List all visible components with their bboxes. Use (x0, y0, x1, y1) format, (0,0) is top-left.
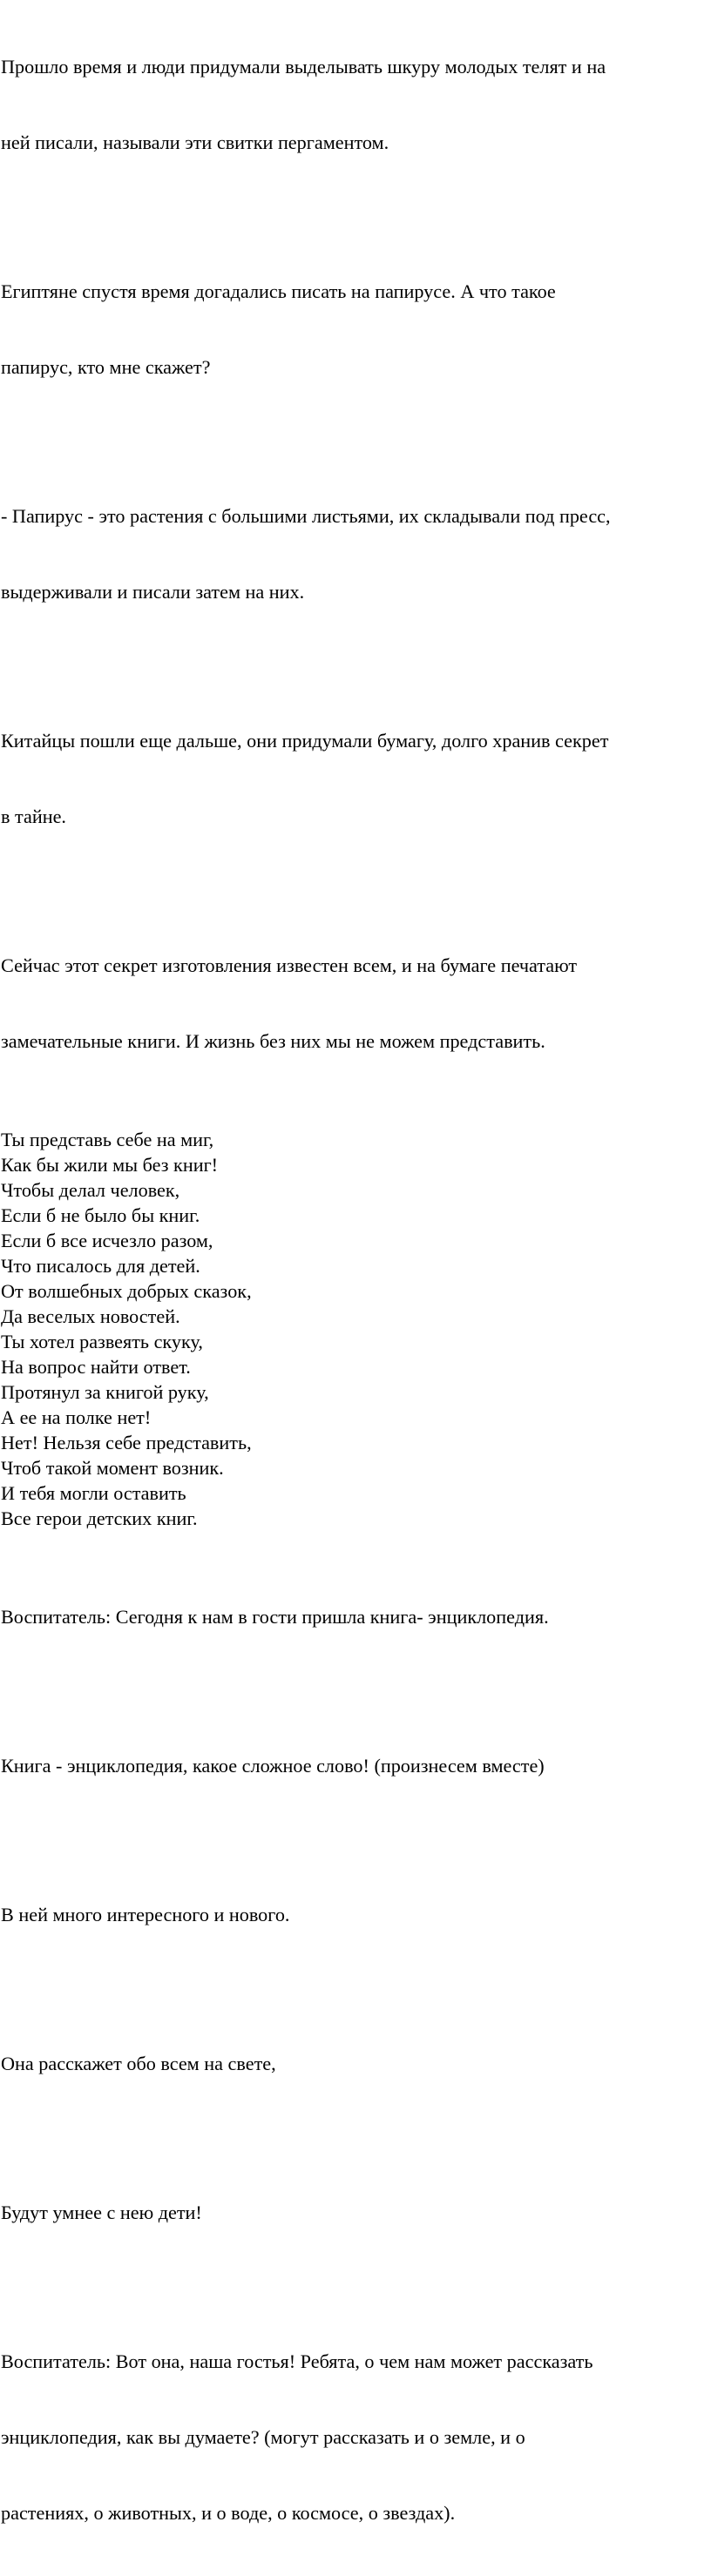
poem-line: Нет! Нельзя себе представить, (1, 1432, 252, 1453)
paragraph-line: Она расскажет обо всем на свете, (1, 2053, 276, 2074)
poem (1, 1127, 709, 1531)
paragraph-parchment (1, 3, 709, 206)
paragraph-line: в тайне. (1, 806, 66, 827)
paragraph-line: Книга - энциклопедия, какое сложное слово! (произнесем вместе) (1, 1755, 545, 1777)
poem-line: Ты представь себе на миг, (1, 1129, 214, 1150)
paragraph-papyrus-question (1, 228, 709, 430)
paragraph-interesting (1, 1851, 709, 1978)
poem-line: Да веселых новостей. (1, 1305, 180, 1327)
paragraph-papyrus-answer (1, 453, 709, 655)
paragraph-line: Будут умнее с нею дети! (1, 2202, 202, 2223)
poem-line: И тебя могли оставить (1, 1482, 186, 1504)
paragraph-tells-everything (1, 2000, 709, 2127)
paragraph-line: Воспитатель: Вот она, наша гостья! Ребята, о чем нам может рассказать (1, 2350, 593, 2372)
paragraph-smarter-children (1, 2149, 709, 2276)
paragraph-line: В ней много интересного и нового. (1, 1904, 290, 1925)
poem-line: Что писалось для детей. (1, 1255, 200, 1277)
paragraph-line: замечательные книги. И жизнь без них мы не можем представить. (1, 1030, 545, 1052)
paragraph-line: Воспитатель: Сегодня к нам в гости пришла книга- энциклопедия. (1, 1606, 549, 1628)
paragraph-encyclopedia-word (1, 1703, 709, 1829)
paragraph-line: папирус, кто мне скажет? (1, 356, 211, 378)
poem-line: Ты хотел развеять скуку, (1, 1331, 203, 1352)
poem-line: Протянул за книгой руку, (1, 1381, 209, 1403)
poem-line: А ее на полке нет! (1, 1406, 152, 1428)
poem-line: Если б все исчезло разом, (1, 1230, 213, 1251)
paragraph-line: растениях, о животных, и о воде, о космосе, о звездах). (1, 2502, 456, 2524)
poem-line: На вопрос найти ответ. (1, 1356, 191, 1378)
paragraph-books-today (1, 902, 709, 1104)
paragraph-line: энциклопедия, как вы думаете? (могут рассказать и о земле, и о (1, 2426, 525, 2448)
paragraph-line: выдерживали и писали затем на них. (1, 581, 305, 603)
paragraph-guest-question (1, 2298, 709, 2576)
paragraph-line: Египтяне спустя время догадались писать на папирусе. А что такое (1, 280, 556, 302)
poem-line: От волшебных добрых сказок, (1, 1280, 252, 1302)
paragraph-line: Прошло время и люди придумали выделывать шкуру молодых телят и на (1, 56, 606, 78)
paragraph-line: ней писали, называли эти свитки пергаментом. (1, 131, 389, 153)
poem-line: Все герои детских книг. (1, 1507, 198, 1529)
poem-line: Если б не было бы книг. (1, 1204, 200, 1226)
paragraph-line: Китайцы пошли еще дальше, они придумали бумагу, долго хранив секрет (1, 730, 609, 752)
paragraph-encyclopedia-guest (1, 1554, 709, 1680)
paragraph-line: Сейчас этот секрет изготовления известен всем, и на бумаге печатают (1, 954, 578, 976)
poem-line: Как бы жили мы без книг! (1, 1154, 219, 1176)
paragraph-line: - Папирус - это растения с большими листьями, их складывали под пресс, (1, 505, 611, 527)
paragraph-chinese-paper (1, 678, 709, 880)
poem-line: Чтобы делал человек, (1, 1179, 180, 1201)
poem-line: Чтоб такой момент возник. (1, 1457, 224, 1479)
